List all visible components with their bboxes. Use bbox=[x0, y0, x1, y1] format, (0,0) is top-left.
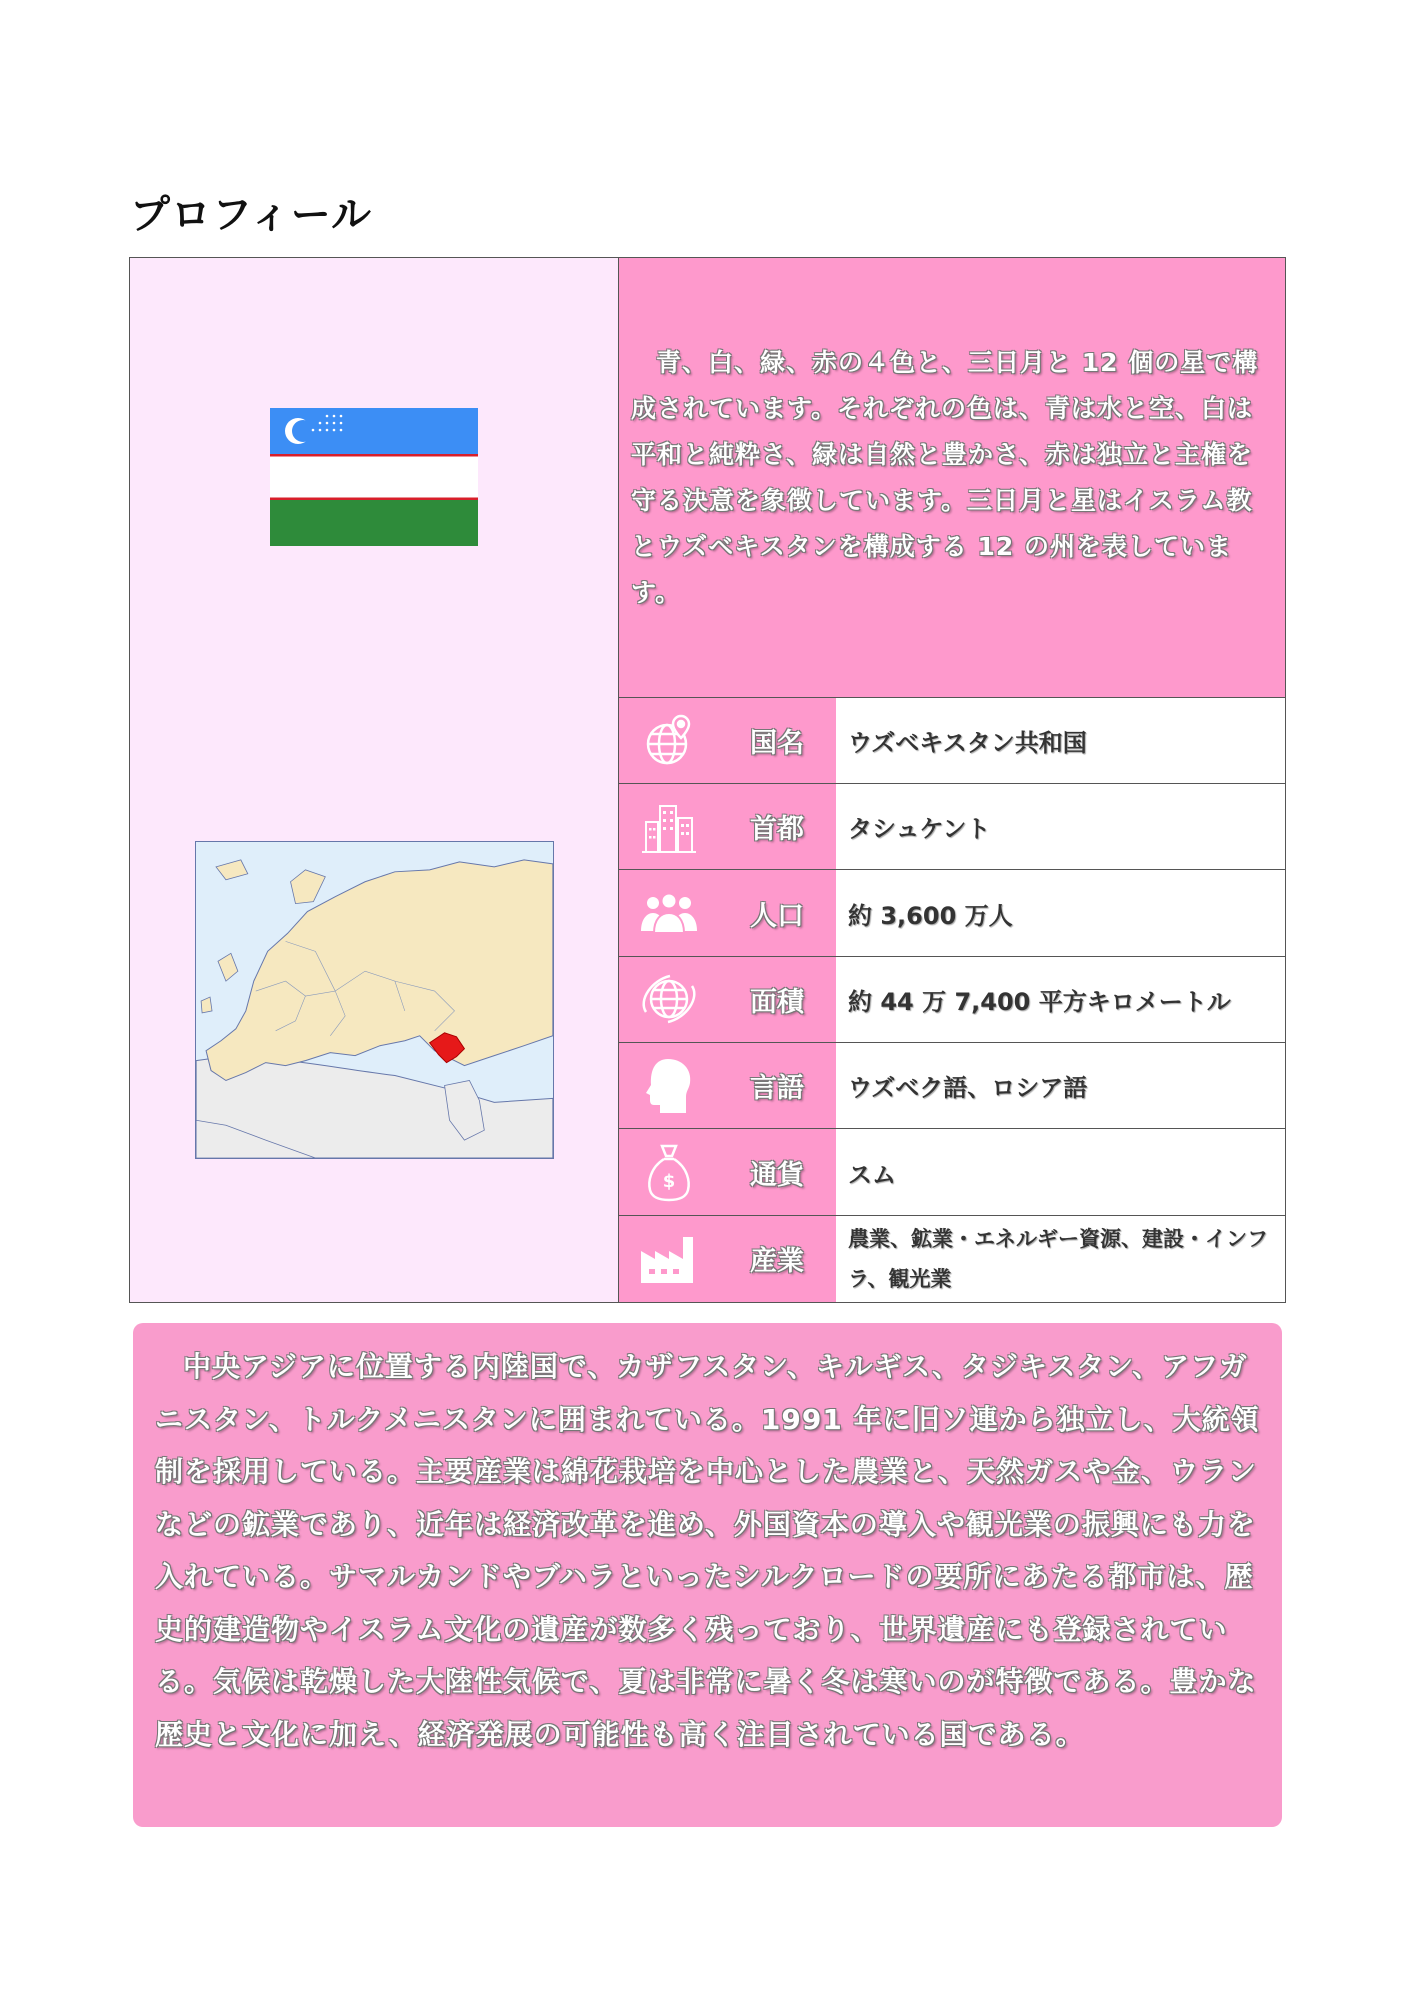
info-value: ウズベク語、ロシア語 bbox=[836, 1043, 1285, 1128]
info-row-industry bbox=[619, 1216, 1285, 1302]
info-value: 約 44 万 7,400 平方キロメートル bbox=[836, 957, 1285, 1042]
info-row-capital bbox=[619, 784, 1285, 870]
info-row-language bbox=[619, 1043, 1285, 1129]
info-row-area bbox=[619, 957, 1285, 1043]
visual-column bbox=[130, 258, 619, 1302]
profile-table bbox=[129, 257, 1286, 1303]
info-value: タシュケント bbox=[836, 784, 1285, 869]
info-label: 通貨 bbox=[718, 1129, 836, 1214]
info-label: 産業 bbox=[718, 1216, 836, 1302]
country-summary-panel bbox=[133, 1323, 1282, 1827]
svg-text:$: $ bbox=[662, 1171, 675, 1193]
flag-description: 青、白、緑、赤の４色と、三日月と 12 個の星で構成されています。それぞれの色は、青は水と空、白は平和と純粋さ、緑は自然と豊かさ、赤は独立と主権を守る決意を象徴しています。三日月と星はイスラム教とウズベキスタンを構成する 12 の州を表しています。 bbox=[631, 348, 1259, 607]
eurasia-locator-map bbox=[195, 841, 554, 1159]
info-label: 首都 bbox=[718, 784, 836, 869]
head-silhouette-icon bbox=[644, 1057, 694, 1115]
country-summary: 中央アジアに位置する内陸国で、カザフスタン、キルギス、タジキスタン、アフガニスタン、トルクメニスタンに囲まれている。1991 年に旧ソ連から独立し、大統領制を採用している。主要産業は綿花栽培を中心とした農業と、天然ガスや金、ウランなどの鉱業であり、近年は経済改革を進め、外国資本の導入や観光業の振興にも力を入れている。サマルカンドやブハラといったシルクロードの要所にあたる都市は、歴史的建造物やイスラム文化の遺産が数多く残っており、世界遺産にも登録されている。気候は乾燥した大陸性気候で、夏は非常に暑く冬は寒いのが特徴である。豊かな歴史と文化に加え、経済発展の可能性も高く注目されている国である。 bbox=[155, 1350, 1260, 1751]
page-title: プロフィール bbox=[130, 192, 372, 238]
info-label: 人口 bbox=[718, 870, 836, 955]
info-value: 約 3,600 万人 bbox=[836, 870, 1285, 955]
info-value: ウズベキスタン共和国 bbox=[836, 698, 1285, 783]
money-bag-icon bbox=[646, 1142, 692, 1202]
factory-icon bbox=[639, 1233, 699, 1285]
uzbekistan-flag bbox=[270, 408, 478, 546]
city-buildings-icon bbox=[640, 798, 698, 856]
info-label: 言語 bbox=[718, 1043, 836, 1128]
info-label: 国名 bbox=[718, 698, 836, 783]
info-label: 面積 bbox=[718, 957, 836, 1042]
info-row-currency bbox=[619, 1129, 1285, 1215]
info-column bbox=[619, 258, 1285, 1302]
info-row-population bbox=[619, 870, 1285, 956]
info-row-country-name bbox=[619, 698, 1285, 784]
flag-description-panel bbox=[619, 258, 1285, 698]
info-value: 農業、鉱業・エネルギー資源、建設・インフラ、観光業 bbox=[836, 1216, 1285, 1302]
people-group-icon bbox=[639, 891, 699, 935]
globe-pin-icon bbox=[641, 712, 697, 768]
info-value: スム bbox=[836, 1129, 1285, 1214]
globe-orbit-icon bbox=[640, 970, 698, 1028]
